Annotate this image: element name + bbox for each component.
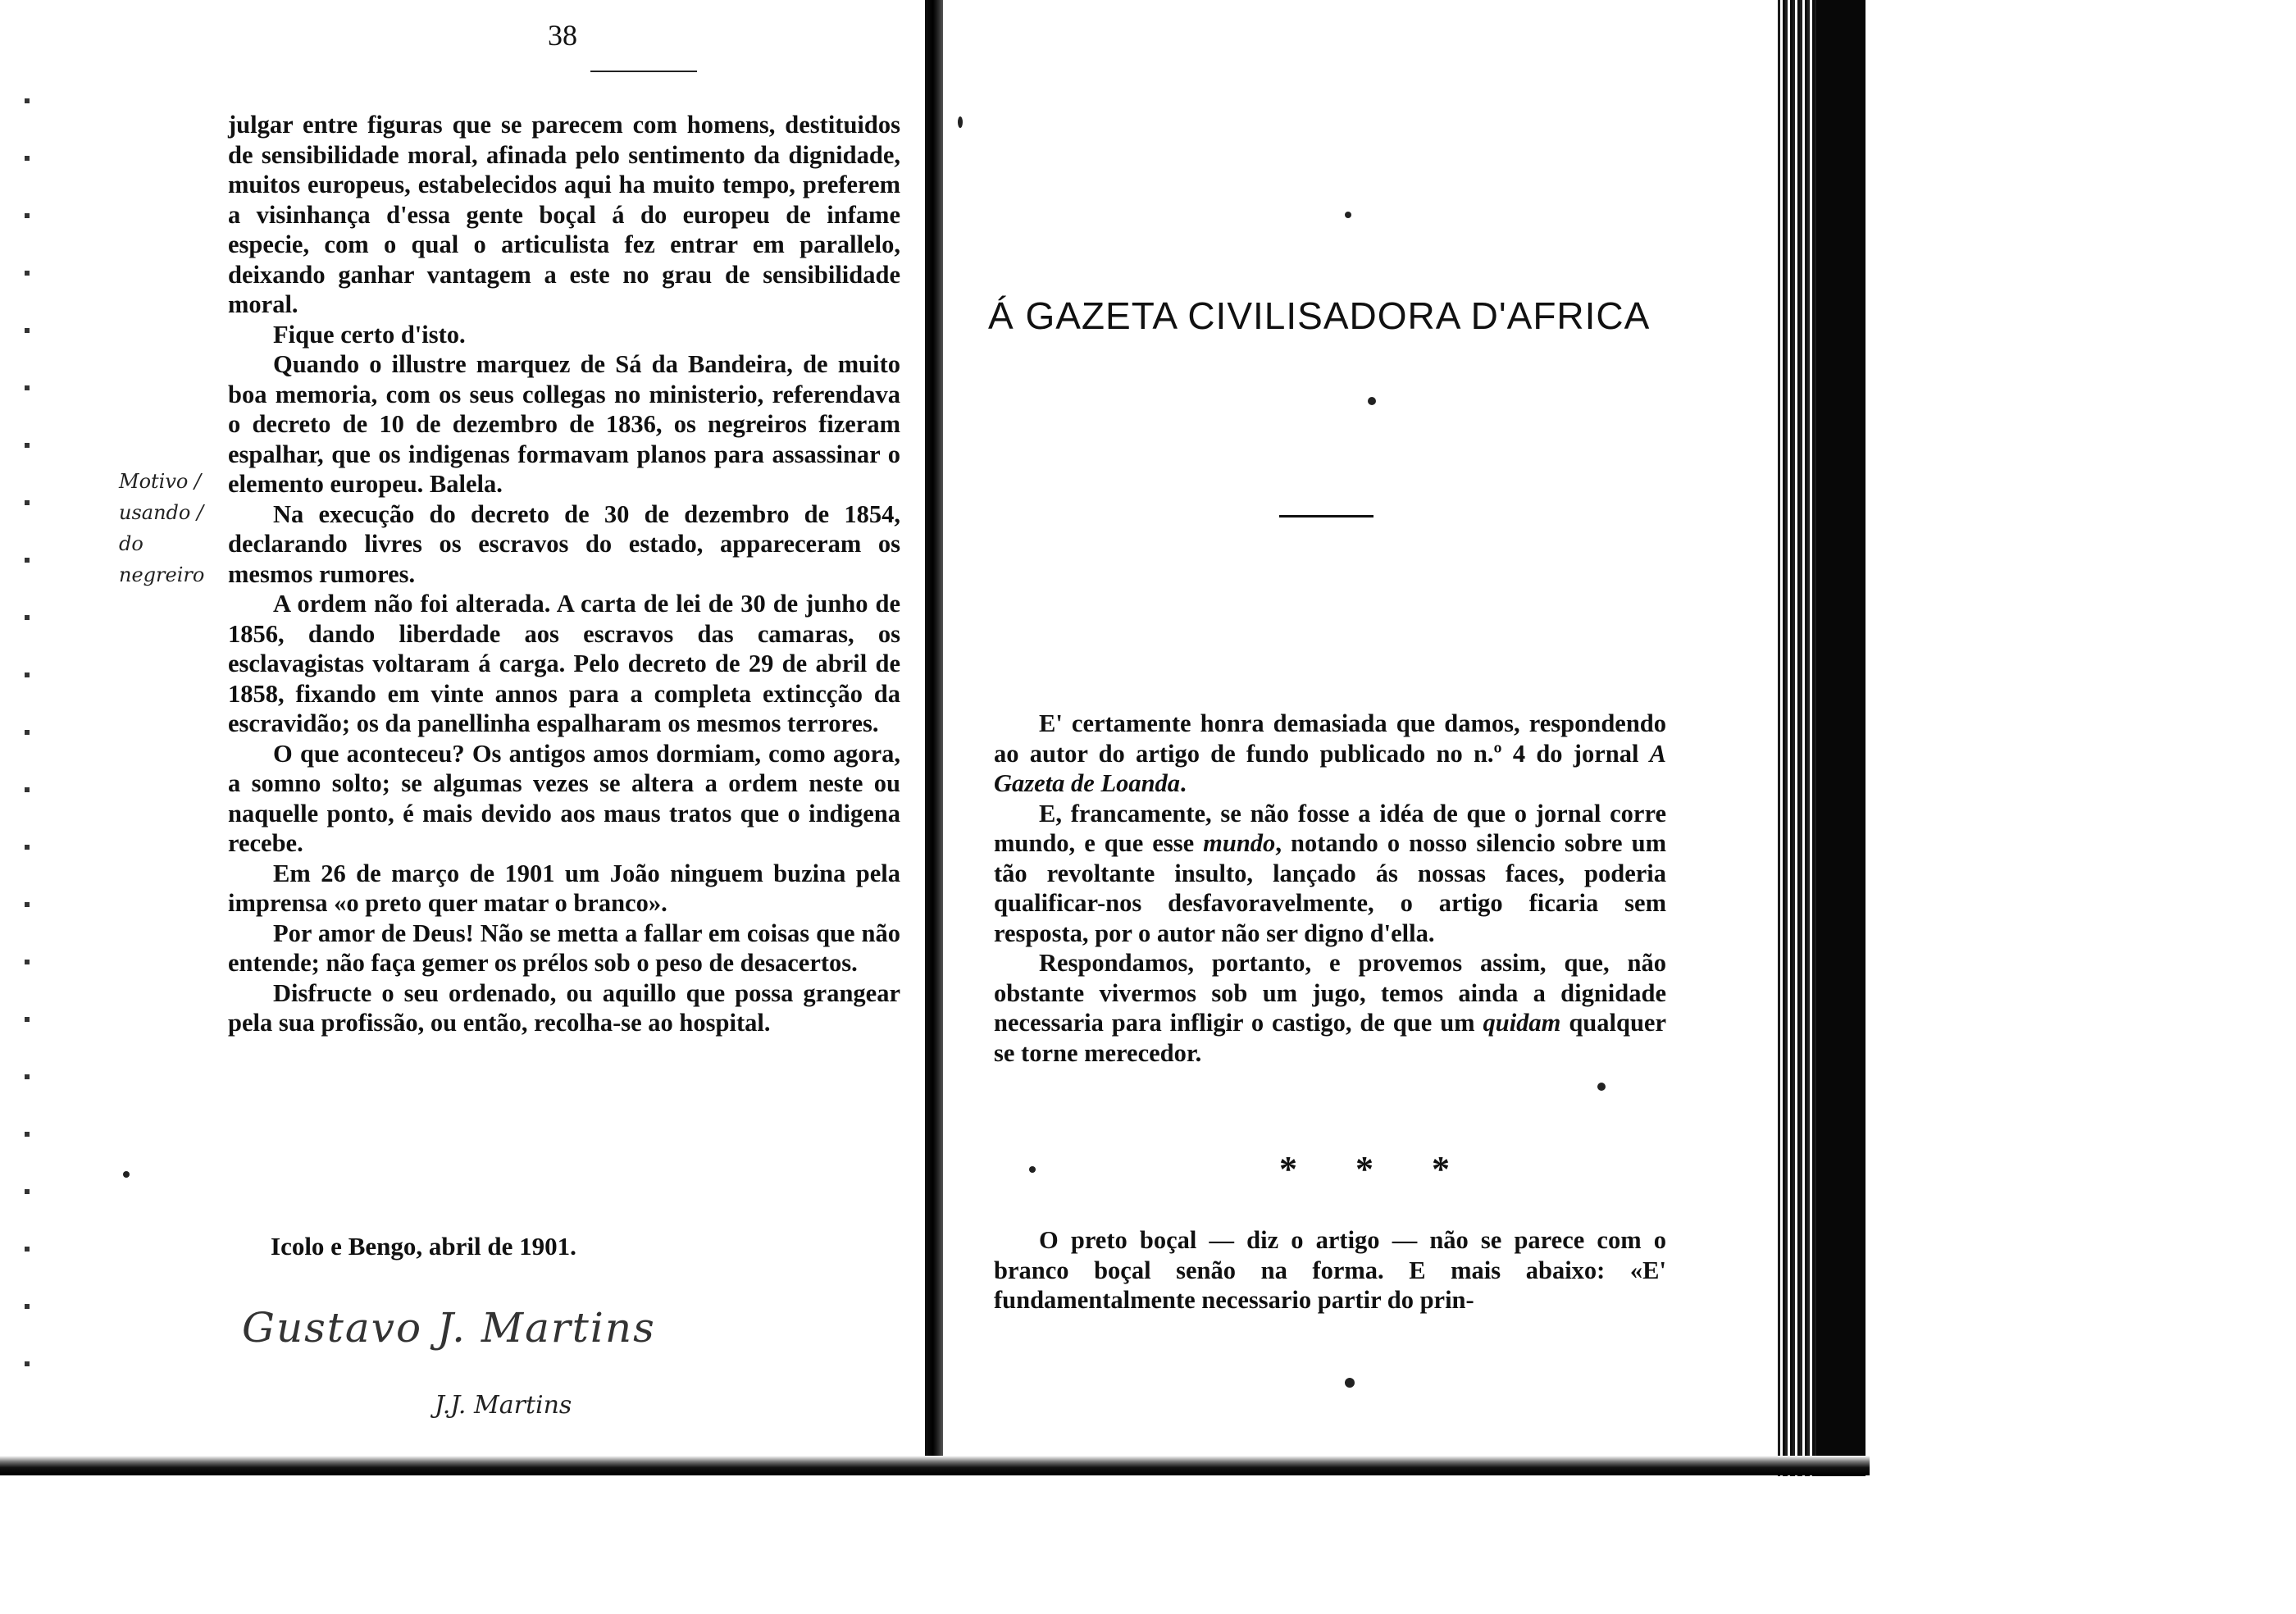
scan-speck — [1345, 212, 1351, 218]
book-cover-edge — [1816, 0, 1866, 1476]
handwritten-margin-note: Motivo / usando / do negreiro — [119, 470, 205, 586]
paragraph: A ordem não foi alterada. A carta de lei de 30 de junho de 1856, dando liberdade aos escravos das camaras, os esclavagistas voltaram á carga. Pelo decreto de 29 de abril de 1858, fixando em vinte annos para a completa extincção da escravidão; os da panellinha espalharam os mesmos terrores. — [228, 590, 900, 737]
article-title: Á GAZETA CIVILISADORA D'AFRICA — [988, 294, 1651, 337]
dateline: Icolo e Bengo, abril de 1901. — [271, 1232, 576, 1261]
scan-speck — [123, 1171, 130, 1178]
scan-speck — [1597, 1083, 1606, 1091]
paragraph: Fique certo d'isto. — [273, 320, 466, 349]
handwritten-signature: Gustavo J. Martins — [242, 1304, 656, 1352]
left-page-body — [228, 110, 900, 1038]
scan-speck — [1029, 1166, 1036, 1173]
scan-speck — [1368, 397, 1376, 405]
paragraph-text: Respondamos, portanto, e provemos assim, que, não obstante vivermos sob um jugo, temos ainda a dignidade necessaria para infligir o castigo, de que um — [994, 949, 1666, 1037]
paragraph: O que aconteceu? Os antigos amos dormiam, como agora, a somno solto; se algumas vezes se altera a ordem neste ou naquelle ponto, é mais devido aos maus tratos que o indigena recebe. — [228, 739, 900, 857]
right-page-body — [994, 709, 1666, 1068]
page-edges-bottom — [0, 1456, 1870, 1475]
paragraph — [994, 799, 1666, 949]
paragraph: Disfructe o seu ordenado, ou aquillo que possa grangear pela sua profissão, ou então, recolha-se ao hospital. — [228, 978, 900, 1037]
paragraph: Por amor de Deus! Não se metta a fallar em coisas que não entende; não faça gemer os prélos sob o peso de desacertos. — [228, 919, 900, 977]
paragraph-text: , notando o nosso silencio sobre um tão revoltante insulto, lançado ás nossas faces, poderia qualificar-nos desfavoravelmente, o artigo ficaria sem resposta, por o autor não ser digno d'ella. — [994, 829, 1666, 947]
paragraph-text: qualquer se torne merecedor. — [994, 1009, 1666, 1067]
paragraph: Na execução do decreto de 30 de dezembro de 1854, declarando livres os escravos do estado, appareceram os mesmos rumores. — [228, 499, 900, 588]
emphasis: mundo — [1203, 829, 1276, 857]
paragraph — [994, 948, 1666, 1068]
paragraph — [994, 709, 1666, 799]
left-margin-marks — [25, 98, 30, 1411]
paragraph: Quando o illustre marquez de Sá da Bandeira, de muito boa memoria, com os seus collegas no ministerio, referendava o decreto de 10 de dezembro de 1836, os negreiros fizeram espalhar, que os indigenas formavam planos para assassinar o elemento europeu. Balela. — [228, 350, 900, 498]
page-number: 38 — [548, 19, 577, 52]
paragraph-text: E, francamente, se não fosse a idéa de que o jornal corre mundo, e que esse — [994, 799, 1666, 857]
newspaper-title: A Gazeta de Loanda — [994, 739, 1666, 797]
header-rule — [590, 71, 697, 72]
paragraph: O preto boçal — diz o artigo — não se parece com o branco boçal senão na forma. E mais abaixo: «E' fundamentalmente necessario partir do prin- — [994, 1226, 1666, 1314]
paragraph-text: . — [1180, 769, 1187, 797]
title-rule — [1279, 515, 1374, 517]
scan-speck — [1345, 1378, 1355, 1388]
paragraph: julgar entre figuras que se parecem com homens, destituidos de sensibilidade moral, afinada pelo sentimento da dignidade, muitos europeus, estabelecidos aqui ha muito tempo, preferem a visinhança d'essa gente boçal á do europeu de infame especie, com o qual o articulista fez entrar em parallelo, deixando ganhar vantagem a este no grau de sensibilidade moral. — [228, 111, 900, 318]
right-page-body-continued — [994, 1225, 1666, 1315]
book-gutter — [925, 0, 943, 1472]
scan-speck — [958, 116, 963, 128]
section-separator: * * * — [1279, 1149, 1474, 1189]
paragraph-text: E' certamente honra demasiada que damos, respondendo ao autor do artigo de fundo publicado no n.º 4 do jornal — [994, 709, 1666, 768]
paragraph: Em 26 de março de 1901 um João ninguem buzina pela imprensa «o preto quer matar o branco». — [228, 859, 900, 917]
handwritten-initials: J.J. Martins — [435, 1391, 572, 1420]
emphasis: quidam — [1483, 1009, 1561, 1037]
